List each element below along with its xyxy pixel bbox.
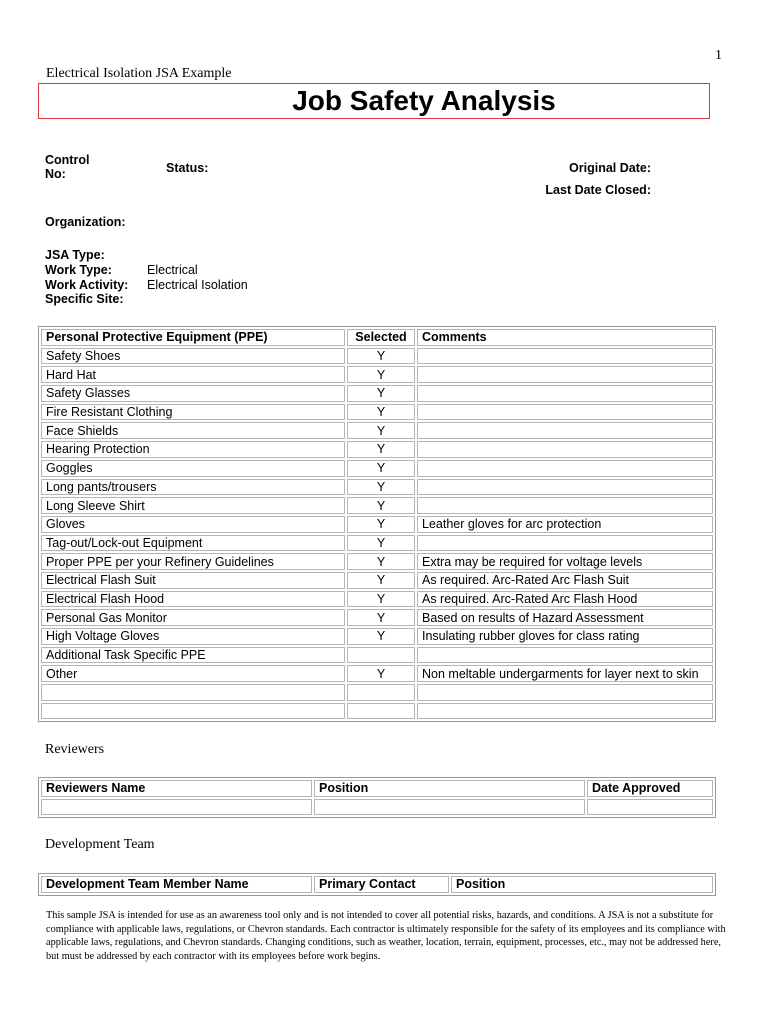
ppe-comment-cell: Non meltable undergarments for layer next to skin [417,665,713,682]
status-label: Status: [166,161,209,175]
table-row [41,665,713,682]
last-date-closed-label: Last Date Closed: [545,183,651,197]
ppe-comment-cell [417,535,713,552]
ppe-comment-cell: Extra may be required for voltage levels [417,553,713,570]
table-row [41,404,713,421]
ppe-selected-cell [347,703,415,720]
work-activity-value: Electrical Isolation [147,278,248,292]
ppe-column-header: Personal Protective Equipment (PPE) [41,329,345,346]
table-row [41,348,713,365]
organization-label: Organization: [45,215,126,229]
primary-contact-header: Primary Contact [314,876,449,893]
ppe-item-cell: High Voltage Gloves [41,628,345,645]
ppe-item-cell [41,684,345,701]
work-type-label: Work Type: [45,263,112,277]
table-row [41,609,713,626]
table-row [41,460,713,477]
ppe-comment-cell [417,422,713,439]
ppe-comment-cell [417,684,713,701]
ppe-comment-cell [417,497,713,514]
ppe-comment-cell: As required. Arc-Rated Arc Flash Hood [417,591,713,608]
reviewers-date-header: Date Approved [587,780,713,797]
original-date-label: Original Date: [569,161,651,175]
table-row [41,684,713,701]
table-row [41,553,713,570]
ppe-table [38,326,716,722]
ppe-selected-cell: Y [347,366,415,383]
ppe-item-cell: Additional Task Specific PPE [41,647,345,664]
reviewers-table [38,777,716,818]
ppe-selected-cell: Y [347,422,415,439]
ppe-selected-cell [347,684,415,701]
ppe-comment-cell: Insulating rubber gloves for class rating [417,628,713,645]
table-row [41,441,713,458]
table-row [41,516,713,533]
table-row [41,497,713,514]
table-row [41,385,713,402]
ppe-comment-cell: Based on results of Hazard Assessment [417,609,713,626]
ppe-item-cell: Tag-out/Lock-out Equipment [41,535,345,552]
ppe-selected-cell: Y [347,385,415,402]
ppe-header-row [41,329,713,346]
ppe-comment-cell [417,460,713,477]
document-subtitle: Electrical Isolation JSA Example [46,66,232,81]
ppe-comment-cell [417,348,713,365]
ppe-comment-cell: As required. Arc-Rated Arc Flash Suit [417,572,713,589]
page-title: Job Safety Analysis [292,85,556,116]
development-team-section-title: Development Team [45,837,155,852]
ppe-item-cell: Hearing Protection [41,441,345,458]
ppe-selected-cell: Y [347,516,415,533]
reviewers-name-header: Reviewers Name [41,780,312,797]
ppe-comment-cell [417,404,713,421]
disclaimer-text: This sample JSA is intended for use as an awareness tool only and is not intended to cover all potential risks, hazards, and conditions. A JSA is not a substitute for compliance with applicable laws, regulations, or Chevron standards. Each contractor is ultimately responsible for the safety of its employees and its compliance with applicable laws, regulations, and Chevron standards. Changing conditions, such as weather, location, terrain, equipment, processes, etc., may not be addressed here, but must be addressed by each contractor with its employees before work begins. [46,910,726,962]
ppe-comment-cell [417,479,713,496]
ppe-selected-cell: Y [347,553,415,570]
work-type-value: Electrical [147,263,198,277]
ppe-comment-cell [417,703,713,720]
table-row [41,422,713,439]
ppe-item-cell [41,703,345,720]
table-row [41,628,713,645]
development-team-header-row [41,876,713,893]
table-row [41,703,713,720]
ppe-selected-cell: Y [347,348,415,365]
development-team-table [38,873,716,896]
table-cell [41,799,312,816]
table-row [41,572,713,589]
table-row [41,647,713,664]
member-name-header: Development Team Member Name [41,876,312,893]
ppe-comment-cell [417,441,713,458]
ppe-item-cell: Electrical Flash Hood [41,591,345,608]
ppe-selected-cell: Y [347,460,415,477]
table-cell [587,799,713,816]
comments-column-header: Comments [417,329,713,346]
table-row [41,479,713,496]
page-number: 1 [715,48,722,63]
table-row [41,366,713,383]
table-row [41,799,713,816]
table-row [41,591,713,608]
ppe-selected-cell: Y [347,572,415,589]
ppe-comment-cell [417,647,713,664]
ppe-item-cell: Safety Shoes [41,348,345,365]
ppe-comment-cell [417,385,713,402]
ppe-selected-cell: Y [347,479,415,496]
reviewers-position-header: Position [314,780,585,797]
table-row [41,535,713,552]
ppe-selected-cell: Y [347,404,415,421]
ppe-item-cell: Face Shields [41,422,345,439]
ppe-item-cell: Electrical Flash Suit [41,572,345,589]
ppe-item-cell: Long Sleeve Shirt [41,497,345,514]
ppe-comment-cell [417,366,713,383]
ppe-selected-cell: Y [347,591,415,608]
ppe-selected-cell: Y [347,441,415,458]
ppe-selected-cell [347,647,415,664]
ppe-item-cell: Safety Glasses [41,385,345,402]
ppe-item-cell: Goggles [41,460,345,477]
dev-position-header: Position [451,876,713,893]
table-cell [314,799,585,816]
jsa-type-label: JSA Type: [45,248,105,262]
ppe-selected-cell: Y [347,665,415,682]
reviewers-section-title: Reviewers [45,742,105,757]
work-activity-label: Work Activity: [45,278,129,292]
title-box [38,83,710,119]
reviewers-header-row [41,780,713,797]
ppe-item-cell: Proper PPE per your Refinery Guidelines [41,553,345,570]
selected-column-header: Selected [347,329,415,346]
ppe-item-cell: Fire Resistant Clothing [41,404,345,421]
ppe-item-cell: Long pants/trousers [41,479,345,496]
ppe-item-cell: Other [41,665,345,682]
control-no-label: Control No: [45,153,90,181]
ppe-item-cell: Personal Gas Monitor [41,609,345,626]
ppe-selected-cell: Y [347,628,415,645]
ppe-item-cell: Gloves [41,516,345,533]
ppe-selected-cell: Y [347,609,415,626]
ppe-item-cell: Hard Hat [41,366,345,383]
ppe-selected-cell: Y [347,497,415,514]
ppe-comment-cell: Leather gloves for arc protection [417,516,713,533]
ppe-selected-cell: Y [347,535,415,552]
specific-site-label: Specific Site: [45,292,124,306]
